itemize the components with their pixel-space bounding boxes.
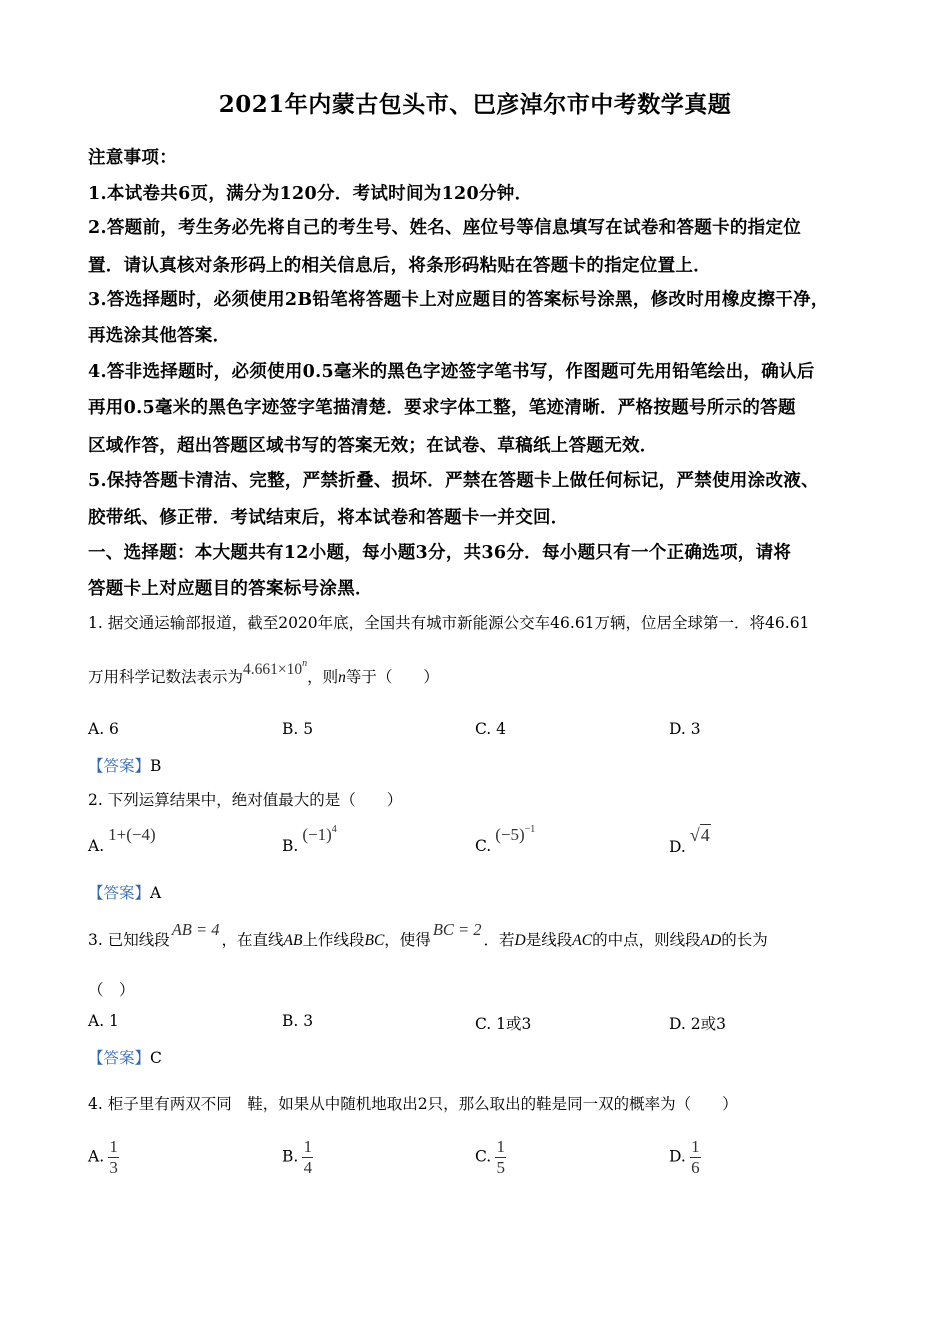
q2-option-b-exponent: 4 — [331, 824, 337, 835]
q3-stem-line-2: （ ） — [88, 981, 135, 999]
q2-option-a-expr: 1+(−4) — [108, 825, 156, 844]
q3-stem-mid-5: 是线段 — [525, 931, 573, 949]
q3-var-ac: AC — [572, 932, 593, 949]
q4-option-c-numerator: 1 — [496, 1137, 505, 1156]
notice-line-3: 置．请认真核对条形码上的相关信息后，将条形码粘贴在答题卡的指定位置上． — [88, 256, 711, 276]
q4-option-d-denominator: 6 — [691, 1158, 700, 1177]
q2-option-d-sqrt: √4 — [689, 825, 710, 845]
notice-heading: 注意事项： — [88, 148, 177, 168]
q2-answer — [88, 881, 161, 903]
notice-line-6: 4.答非选择题时，必须使用0.5毫米的黑色字迹签字笔书写，作图题可先用铅笔绘出，确认后 — [88, 362, 815, 382]
q2-option-b — [282, 824, 337, 855]
notice-line-4: 3.答选择题时，必须使用2B铅笔将答题卡上对应题目的答案标号涂黑，修改时用橡皮擦干净， — [88, 290, 829, 310]
q1-expression-exponent: n — [302, 658, 308, 669]
q4-option-a-denominator: 3 — [109, 1158, 118, 1177]
q1-stem-line-2 — [88, 658, 439, 687]
q4-option-b-numerator: 1 — [303, 1137, 313, 1156]
q3-stem-mid-4: ．若 — [483, 931, 515, 949]
q1-option-b: B. 5 — [282, 720, 314, 738]
notice-line-8: 区域作答，超出答题区域书写的答案无效；在试卷、草稿纸上答题无效． — [88, 436, 658, 456]
q4-option-a-label: A. — [88, 1147, 105, 1166]
q2-option-d — [669, 825, 711, 856]
q3-var-ad: AD — [700, 932, 722, 949]
q4-option-b-denominator: 4 — [303, 1158, 313, 1177]
q4-stem: 4. 柜子里有两双不同 鞋，如果从中随机地取出2只，那么取出的鞋是同一双的概率为（ ） — [88, 1095, 738, 1113]
q3-stem-mid-1: ，在直线 — [221, 931, 284, 949]
q3-answer — [88, 1046, 162, 1068]
q4-option-c-denominator: 5 — [496, 1158, 505, 1177]
q2-option-d-radicand: 4 — [700, 825, 710, 845]
q4-option-b-fraction — [302, 1138, 313, 1177]
q4-option-c — [475, 1138, 506, 1177]
notice-line-5: 再选涂其他答案． — [88, 326, 231, 346]
q3-expr-ab: AB = 4 — [171, 920, 220, 939]
notice-line-1: 1.本试卷共6页，满分为120分．考试时间为120分钟． — [88, 184, 533, 204]
q1-option-c: C. 4 — [475, 720, 507, 738]
q4-option-d-label: D. — [669, 1147, 686, 1166]
q4-option-a-numerator: 1 — [109, 1137, 118, 1156]
q4-option-c-label: C. — [475, 1147, 492, 1166]
q3-var-ab: AB — [283, 932, 303, 949]
q3-option-c: C. 1或3 — [475, 1015, 532, 1033]
q4-option-d-fraction — [690, 1138, 701, 1177]
q4-option-c-fraction — [495, 1138, 506, 1177]
q2-option-c — [475, 824, 536, 855]
q3-var-bc: BC — [364, 932, 385, 949]
q1-option-a: A. 6 — [88, 720, 119, 738]
q4-option-b-label: B. — [282, 1147, 299, 1166]
q1-stem-line-1: 1. 据交通运输部报道，截至2020年底，全国共有城市新能源公交车46.61万辆，位居全球第一．将46.61 — [88, 614, 810, 632]
q1-answer — [88, 754, 161, 776]
q1-var-n: n — [338, 669, 346, 686]
page-title: 2021年内蒙古包头市、巴彦淖尔市中考数学真题 — [218, 91, 732, 118]
q1-answer-tag: 【答案】 — [88, 757, 151, 775]
q4-option-d-numerator: 1 — [691, 1137, 700, 1156]
section-heading-line-2: 答题卡上对应题目的答案标号涂黑． — [88, 579, 373, 599]
notice-line-7: 再用0.5毫米的黑色字迹签字笔描清楚．要求字体工整，笔迹清晰．严格按题号所示的答题 — [88, 398, 796, 418]
q2-answer-tag: 【答案】 — [88, 884, 151, 902]
q3-answer-tag: 【答案】 — [88, 1049, 151, 1067]
q2-option-c-expr: (−5) — [495, 825, 525, 844]
q1-expression — [243, 658, 308, 678]
q3-stem-pre: 3. 已知线段 — [88, 931, 170, 949]
q2-option-a-label: A. — [88, 837, 105, 855]
q2-option-d-label: D. — [669, 838, 686, 856]
q1-expression-base: 4.661×10 — [243, 661, 303, 678]
q2-option-c-exponent: −1 — [524, 824, 536, 835]
q2-stem: 2. 下列运算结果中，绝对值最大的是（ ） — [88, 791, 403, 809]
q1-stem-post-b: 等于（ ） — [345, 668, 439, 686]
q3-stem-mid-2: 上作线段 — [302, 931, 365, 949]
q1-stem-pre: 万用科学记数法表示为 — [88, 668, 244, 686]
q3-var-d: D — [514, 932, 526, 949]
q2-option-b-expr: (−1) — [302, 825, 332, 844]
q2-answer-value: A — [150, 884, 162, 902]
q3-option-b: B. 3 — [282, 1012, 314, 1030]
q1-option-d: D. 3 — [669, 720, 701, 738]
q2-option-a — [88, 825, 156, 855]
q3-option-a: A. 1 — [88, 1012, 119, 1030]
q3-expr-bc: BC = 2 — [432, 920, 482, 939]
q3-stem-mid-3: ，使得 — [384, 931, 431, 949]
q1-stem-post-a: ，则 — [307, 668, 339, 686]
notice-line-2: 2.答题前，考生务必先将自己的考生号、姓名、座位号等信息填写在试卷和答题卡的指定位 — [88, 218, 802, 238]
q3-answer-value: C — [150, 1049, 162, 1067]
q2-option-b-label: B. — [282, 837, 299, 855]
q4-option-d — [669, 1138, 701, 1177]
section-heading-line-1: 一、选择题：本大题共有12小题，每小题3分，共36分．每小题只有一个正确选项，请将 — [88, 543, 792, 563]
q3-stem-mid-7: 的长为 — [721, 931, 768, 949]
q4-option-a — [88, 1138, 119, 1177]
q2-option-c-label: C. — [475, 837, 492, 855]
notice-line-9: 5.保持答题卡清洁、完整，严禁折叠、损坏．严禁在答题卡上做任何标记，严禁使用涂改液、 — [88, 471, 819, 491]
q3-stem-line-1 — [88, 920, 768, 950]
q3-stem-mid-6: 的中点，则线段 — [592, 931, 701, 949]
notice-line-10: 胶带纸、修正带．考试结束后，将本试卷和答题卡一并交回． — [88, 508, 569, 528]
q1-answer-value: B — [150, 757, 162, 775]
q4-option-a-fraction — [108, 1138, 119, 1177]
q3-option-d: D. 2或3 — [669, 1015, 726, 1033]
q4-option-b — [282, 1138, 313, 1177]
